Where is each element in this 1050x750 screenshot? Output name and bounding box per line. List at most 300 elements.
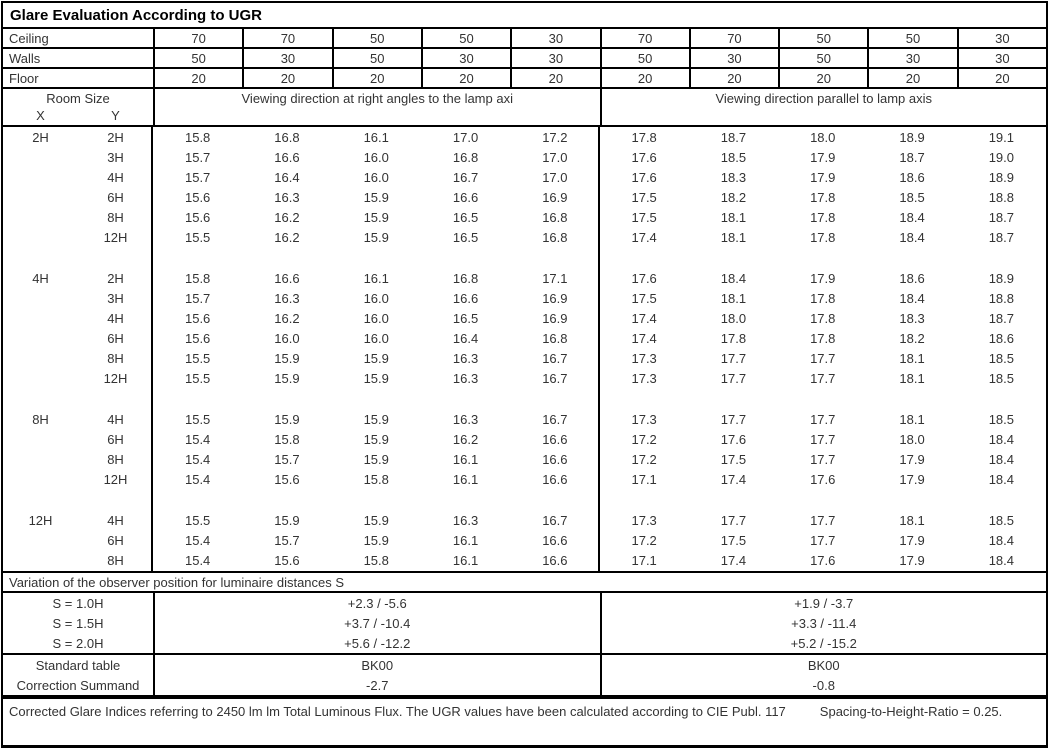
surface-value: 50 — [778, 29, 867, 47]
ugr-value: 15.6 — [184, 209, 211, 225]
ugr-value: 18.4 — [988, 431, 1014, 447]
ugr-value: 16.3 — [274, 189, 300, 205]
ugr-value: 15.8 — [363, 552, 389, 568]
ugr-value: 17.2 — [631, 431, 657, 447]
ugr-value: 16.0 — [274, 330, 300, 346]
ugr-value: 16.2 — [274, 209, 300, 225]
ugr-value: 16.0 — [363, 330, 389, 346]
ugr-value: 15.6 — [184, 330, 211, 346]
ugr-value: 17.8 — [810, 209, 836, 225]
surface-row — [3, 69, 1046, 89]
ugr-value: 17.9 — [899, 451, 925, 467]
room-y-value: 3H — [107, 149, 124, 165]
ugr-value: 18.0 — [720, 310, 747, 326]
surface-value: 50 — [778, 49, 867, 67]
ugr-value: 16.8 — [542, 330, 568, 346]
ugr-value: 15.9 — [363, 229, 389, 245]
ugr-value: 15.8 — [184, 270, 211, 286]
surface-value: 50 — [332, 49, 421, 67]
ugr-value: 17.8 — [810, 229, 836, 245]
ugr-value: 16.7 — [542, 370, 568, 386]
ugr-value: 18.4 — [899, 229, 925, 245]
ugr-row — [3, 187, 1046, 207]
viewing-direction-parallel-header: Viewing direction parallel to lamp axis — [600, 89, 1047, 125]
ugr-value: 15.8 — [184, 129, 211, 145]
surface-value: 30 — [957, 49, 1046, 67]
surface-reflectance-section — [3, 29, 1046, 89]
footer-note-row — [3, 697, 1046, 724]
ugr-value: 15.9 — [274, 370, 300, 386]
surface-row — [3, 29, 1046, 49]
room-x-value — [3, 429, 78, 449]
ugr-value: 15.9 — [363, 350, 389, 366]
ugr-value: 16.5 — [452, 310, 479, 326]
room-x-value — [3, 328, 78, 348]
ugr-value: 18.7 — [988, 209, 1014, 225]
surface-value: 20 — [600, 69, 689, 87]
ugr-value: 17.9 — [810, 270, 836, 286]
ugr-value: 15.9 — [363, 209, 389, 225]
ugr-value: 18.7 — [899, 149, 925, 165]
ugr-value: 18.4 — [988, 532, 1014, 548]
ugr-value: 18.3 — [720, 169, 747, 185]
ugr-value: 15.9 — [274, 350, 300, 366]
ugr-value: 15.9 — [363, 451, 389, 467]
ugr-value: 17.2 — [631, 451, 657, 467]
ugr-value: 18.7 — [720, 129, 747, 145]
ugr-value: 18.1 — [899, 411, 925, 427]
room-x-value: 2H — [32, 129, 49, 145]
ugr-value: 16.7 — [452, 169, 479, 185]
ugr-value: 16.9 — [542, 290, 568, 306]
room-y-value: 6H — [107, 330, 124, 346]
variation-section-header: Variation of the observer position for luminaire distances S — [3, 571, 1046, 593]
ugr-value: 15.5 — [184, 411, 211, 427]
ugr-value: 18.1 — [720, 290, 747, 306]
ugr-row — [3, 328, 1046, 348]
ugr-value: 17.1 — [542, 270, 568, 286]
ugr-value: 16.8 — [542, 229, 568, 245]
room-x-value — [3, 368, 78, 388]
ugr-value: 17.8 — [810, 290, 836, 306]
variation-value-left: +3.7 / -10.4 — [153, 613, 600, 633]
ugr-row — [3, 368, 1046, 388]
ugr-value: 15.4 — [184, 532, 211, 548]
ugr-value: 15.9 — [363, 512, 389, 528]
ugr-value: 15.8 — [274, 431, 300, 447]
ugr-value: 18.7 — [988, 229, 1014, 245]
ugr-value: 17.9 — [810, 149, 836, 165]
ugr-value: 17.0 — [542, 169, 568, 185]
ugr-value: 15.6 — [274, 471, 300, 487]
surface-value: 30 — [242, 49, 331, 67]
ugr-value: 16.6 — [542, 451, 568, 467]
viewing-direction-right-angles-header: Viewing direction at right angles to the lamp axi — [153, 89, 600, 125]
ugr-value: 16.7 — [542, 512, 568, 528]
ugr-value: 18.4 — [899, 290, 925, 306]
standard-row — [3, 655, 1046, 675]
ugr-value: 16.6 — [542, 552, 568, 568]
ugr-value: 16.6 — [452, 189, 479, 205]
room-x-value — [3, 449, 78, 469]
room-x-value — [3, 348, 78, 368]
ugr-row — [3, 167, 1046, 187]
room-x-value — [3, 530, 78, 550]
ugr-value: 17.3 — [631, 370, 657, 386]
room-x-value — [3, 207, 78, 227]
standard-row — [3, 675, 1046, 695]
room-y-value: 8H — [107, 209, 124, 225]
surface-value: 30 — [689, 49, 778, 67]
y-axis-label: Y — [111, 108, 120, 123]
ugr-value: 16.0 — [363, 169, 389, 185]
column-divider-middle — [598, 127, 600, 571]
surface-value: 20 — [778, 69, 867, 87]
ugr-value: 15.5 — [184, 229, 211, 245]
room-y-value: 4H — [107, 512, 124, 528]
variation-row — [3, 593, 1046, 613]
ugr-value: 16.2 — [274, 310, 300, 326]
page-title: Glare Evaluation According to UGR — [3, 3, 1046, 29]
standard-value-right: -0.8 — [600, 675, 1047, 695]
ugr-value: 16.3 — [452, 411, 479, 427]
variation-label: S = 1.5H — [52, 615, 104, 631]
surface-value: 70 — [153, 29, 242, 47]
ugr-value: 18.4 — [720, 270, 747, 286]
ugr-value: 17.7 — [810, 512, 836, 528]
ugr-value: 15.9 — [363, 189, 389, 205]
ugr-value: 16.6 — [542, 471, 568, 487]
surface-label: Floor — [9, 70, 39, 86]
ugr-row — [3, 127, 1046, 147]
room-y-value: 4H — [107, 310, 124, 326]
ugr-value: 16.8 — [274, 129, 300, 145]
surface-value: 20 — [153, 69, 242, 87]
variation-value-left: +2.3 / -5.6 — [153, 593, 600, 613]
ugr-value: 18.4 — [988, 471, 1014, 487]
ugr-value: 15.9 — [363, 532, 389, 548]
ugr-value: 17.5 — [631, 290, 657, 306]
surface-value: 50 — [153, 49, 242, 67]
variation-value-right: +3.3 / -11.4 — [600, 613, 1047, 633]
ugr-value: 17.8 — [810, 330, 836, 346]
ugr-row — [3, 510, 1046, 530]
room-y-value: 6H — [107, 189, 124, 205]
ugr-value: 17.6 — [720, 431, 747, 447]
room-y-value: 4H — [107, 411, 124, 427]
ugr-value: 17.8 — [810, 189, 836, 205]
ugr-value: 18.9 — [899, 129, 925, 145]
ugr-value: 17.9 — [899, 471, 925, 487]
ugr-value: 17.4 — [720, 552, 747, 568]
standard-label: Standard table — [35, 657, 121, 673]
ugr-value: 16.1 — [452, 532, 479, 548]
ugr-value: 19.0 — [988, 149, 1014, 165]
ugr-value: 16.1 — [452, 552, 479, 568]
ugr-value: 18.5 — [988, 411, 1014, 427]
surface-label: Walls — [9, 50, 41, 66]
ugr-row — [3, 550, 1046, 570]
ugr-row — [3, 429, 1046, 449]
ugr-value: 16.3 — [452, 370, 479, 386]
ugr-row — [3, 207, 1046, 227]
ugr-value: 17.4 — [631, 229, 657, 245]
ugr-value: 18.6 — [899, 270, 925, 286]
ugr-value: 18.2 — [720, 189, 747, 205]
ugr-value: 15.4 — [184, 552, 211, 568]
surface-value: 30 — [421, 49, 510, 67]
ugr-value: 17.1 — [631, 552, 657, 568]
ugr-value: 16.9 — [542, 310, 568, 326]
footer-spacing-ratio: Spacing-to-Height-Ratio = 0.25. — [819, 704, 1003, 719]
ugr-value: 16.4 — [274, 169, 300, 185]
ugr-value: 16.6 — [542, 532, 568, 548]
ugr-row — [3, 268, 1046, 288]
surface-value: 20 — [242, 69, 331, 87]
surface-value: 20 — [957, 69, 1046, 87]
ugr-value: 16.0 — [363, 149, 389, 165]
surface-value: 20 — [689, 69, 778, 87]
ugr-value: 17.7 — [810, 451, 836, 467]
room-y-value: 12H — [103, 229, 128, 245]
room-size-header — [3, 89, 153, 125]
room-size-label: Room Size — [46, 91, 110, 106]
ugr-value: 15.5 — [184, 370, 211, 386]
ugr-value: 17.8 — [720, 330, 747, 346]
ugr-value: 17.7 — [720, 370, 747, 386]
ugr-value: 16.1 — [452, 471, 479, 487]
ugr-value: 16.3 — [452, 512, 479, 528]
ugr-value: 17.7 — [810, 532, 836, 548]
ugr-value: 15.6 — [184, 189, 211, 205]
ugr-value: 17.6 — [631, 169, 657, 185]
surface-value: 50 — [332, 29, 421, 47]
ugr-value: 15.9 — [363, 411, 389, 427]
ugr-value: 18.8 — [988, 290, 1014, 306]
standard-value-left: -2.7 — [153, 675, 600, 695]
ugr-value: 15.5 — [184, 350, 211, 366]
ugr-value: 17.7 — [720, 512, 747, 528]
ugr-value: 16.7 — [542, 350, 568, 366]
ugr-value: 18.4 — [988, 552, 1014, 568]
ugr-value: 17.9 — [899, 532, 925, 548]
table-frame — [1, 1, 1048, 748]
room-x-value — [3, 167, 78, 187]
ugr-value: 16.6 — [274, 270, 300, 286]
ugr-value: 18.0 — [899, 431, 925, 447]
ugr-value: 17.3 — [631, 512, 657, 528]
ugr-value: 16.1 — [452, 451, 479, 467]
ugr-value: 17.8 — [810, 310, 836, 326]
surface-label: Ceiling — [9, 30, 49, 46]
standard-value-left: BK00 — [153, 655, 600, 675]
ugr-value: 16.9 — [542, 189, 568, 205]
room-y-value: 12H — [103, 471, 128, 487]
room-y-value: 2H — [107, 270, 124, 286]
x-axis-label: X — [36, 108, 45, 123]
ugr-value: 17.7 — [810, 350, 836, 366]
ugr-value: 16.5 — [452, 209, 479, 225]
ugr-value: 18.9 — [988, 270, 1014, 286]
room-x-value — [3, 469, 78, 489]
surface-value: 70 — [242, 29, 331, 47]
room-y-value: 6H — [107, 532, 124, 548]
surface-value: 50 — [421, 29, 510, 47]
ugr-value: 15.9 — [274, 512, 300, 528]
room-size-axes — [3, 106, 153, 125]
room-x-value — [3, 227, 78, 247]
ugr-value: 16.5 — [452, 229, 479, 245]
ugr-value: 18.4 — [899, 209, 925, 225]
ugr-value: 18.6 — [899, 169, 925, 185]
room-x-value — [3, 550, 78, 570]
standard-table-section — [3, 655, 1046, 697]
ugr-value: 17.9 — [810, 169, 836, 185]
ugr-value: 18.1 — [899, 370, 925, 386]
ugr-value: 18.5 — [988, 350, 1014, 366]
room-y-value: 8H — [107, 552, 124, 568]
room-y-value: 8H — [107, 451, 124, 467]
ugr-row — [3, 227, 1046, 247]
ugr-value: 15.7 — [184, 149, 211, 165]
ugr-value: 16.4 — [452, 330, 479, 346]
ugr-value: 16.8 — [542, 209, 568, 225]
ugr-value: 15.4 — [184, 471, 211, 487]
ugr-row — [3, 530, 1046, 550]
variation-section-rows — [3, 593, 1046, 655]
variation-value-right: +5.2 / -15.2 — [600, 633, 1047, 653]
footer-note: Corrected Glare Indices referring to 2450 lm lm Total Luminous Flux. The UGR values have been calculated according to CIE Publ. 117 — [9, 704, 786, 719]
ugr-value: 16.1 — [363, 129, 389, 145]
ugr-value: 17.9 — [899, 552, 925, 568]
ugr-value: 16.3 — [274, 290, 300, 306]
room-y-value: 2H — [107, 129, 124, 145]
variation-label: S = 1.0H — [52, 595, 104, 611]
ugr-value: 17.3 — [631, 411, 657, 427]
ugr-value: 15.7 — [274, 451, 300, 467]
room-y-value: 3H — [107, 290, 124, 306]
ugr-value: 16.0 — [363, 290, 389, 306]
ugr-value: 17.5 — [631, 209, 657, 225]
surface-value: 30 — [510, 29, 599, 47]
ugr-value: 17.7 — [720, 411, 747, 427]
ugr-value: 16.7 — [542, 411, 568, 427]
ugr-value: 18.6 — [988, 330, 1014, 346]
surface-value: 20 — [867, 69, 956, 87]
ugr-value: 18.7 — [988, 310, 1014, 326]
ugr-value: 17.7 — [810, 370, 836, 386]
ugr-value: 18.1 — [899, 350, 925, 366]
room-y-value: 6H — [107, 431, 124, 447]
ugr-value: 17.7 — [720, 350, 747, 366]
ugr-value: 16.6 — [452, 290, 479, 306]
ugr-value: 17.7 — [810, 431, 836, 447]
ugr-value: 17.6 — [631, 270, 657, 286]
ugr-value: 17.6 — [631, 149, 657, 165]
ugr-row — [3, 308, 1046, 328]
ugr-value: 18.5 — [988, 370, 1014, 386]
ugr-value: 19.1 — [988, 129, 1014, 145]
ugr-value: 17.5 — [720, 532, 747, 548]
surface-value: 50 — [867, 29, 956, 47]
surface-value: 20 — [421, 69, 510, 87]
surface-value: 50 — [600, 49, 689, 67]
ugr-value: 15.9 — [274, 411, 300, 427]
ugr-row — [3, 288, 1046, 308]
ugr-value: 15.8 — [363, 471, 389, 487]
room-x-value: 8H — [32, 411, 49, 427]
ugr-value: 15.9 — [363, 370, 389, 386]
ugr-value: 17.1 — [631, 471, 657, 487]
ugr-value: 16.6 — [274, 149, 300, 165]
ugr-value: 16.6 — [542, 431, 568, 447]
surface-value: 30 — [867, 49, 956, 67]
surface-value: 70 — [689, 29, 778, 47]
ugr-value: 17.3 — [631, 350, 657, 366]
ugr-value: 17.5 — [631, 189, 657, 205]
room-x-value: 12H — [28, 512, 53, 528]
ugr-value: 18.3 — [899, 310, 925, 326]
variation-value-right: +1.9 / -3.7 — [600, 593, 1047, 613]
ugr-value: 16.3 — [452, 350, 479, 366]
ugr-value: 18.5 — [899, 189, 925, 205]
variation-label: S = 2.0H — [52, 635, 104, 651]
ugr-value: 17.8 — [631, 129, 657, 145]
ugr-value: 15.6 — [184, 310, 211, 326]
ugr-value: 18.5 — [988, 512, 1014, 528]
surface-value: 30 — [510, 49, 599, 67]
ugr-value: 15.7 — [184, 290, 211, 306]
surface-value: 20 — [510, 69, 599, 87]
ugr-value: 17.2 — [542, 129, 568, 145]
standard-value-right: BK00 — [600, 655, 1047, 675]
ugr-value: 15.7 — [184, 169, 211, 185]
ugr-value: 18.5 — [720, 149, 747, 165]
room-x-value — [3, 147, 78, 167]
ugr-value: 15.7 — [274, 532, 300, 548]
ugr-value: 18.0 — [810, 129, 836, 145]
ugr-value: 17.4 — [631, 310, 657, 326]
ugr-value: 16.8 — [452, 270, 479, 286]
ugr-value: 17.6 — [810, 552, 836, 568]
room-y-value: 8H — [107, 350, 124, 366]
room-x-value — [3, 288, 78, 308]
variation-row — [3, 613, 1046, 633]
ugr-row — [3, 469, 1046, 489]
ugr-value: 15.6 — [274, 552, 300, 568]
ugr-value: 18.1 — [720, 229, 747, 245]
variation-value-left: +5.6 / -12.2 — [153, 633, 600, 653]
ugr-value: 18.1 — [720, 209, 747, 225]
ugr-value: 18.4 — [988, 451, 1014, 467]
ugr-value: 17.7 — [810, 411, 836, 427]
ugr-value: 17.5 — [720, 451, 747, 467]
room-x-value — [3, 187, 78, 207]
ugr-values-section — [3, 127, 1046, 571]
ugr-value: 18.9 — [988, 169, 1014, 185]
standard-label: Correction Summand — [16, 677, 140, 693]
ugr-value: 18.1 — [899, 512, 925, 528]
ugr-value: 15.5 — [184, 512, 211, 528]
room-x-value: 4H — [32, 270, 49, 286]
ugr-value: 15.9 — [363, 431, 389, 447]
surface-value: 70 — [600, 29, 689, 47]
ugr-value: 18.8 — [988, 189, 1014, 205]
ugr-value: 17.6 — [810, 471, 836, 487]
ugr-value: 15.4 — [184, 431, 211, 447]
ugr-value: 15.4 — [184, 451, 211, 467]
room-x-value — [3, 308, 78, 328]
